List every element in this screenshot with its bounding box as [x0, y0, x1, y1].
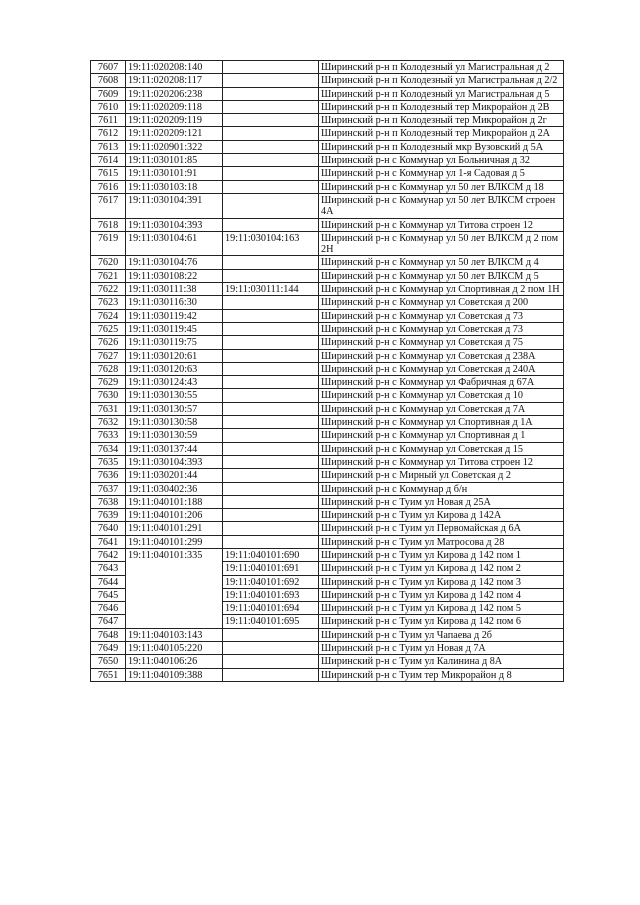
table-row [91, 429, 564, 442]
table-row [91, 615, 564, 628]
address: Ширинский р-н с Коммунар ул 1-я Садовая д 5 [319, 167, 564, 180]
table-row [91, 442, 564, 455]
address: Ширинский р-н с Коммунар ул Спортивная д 1 [319, 429, 564, 442]
row-number: 7644 [91, 575, 126, 588]
row-number: 7641 [91, 535, 126, 548]
table-row [91, 336, 564, 349]
table-row [91, 628, 564, 641]
address: Ширинский р-н с Коммунар д б/н [319, 482, 564, 495]
address: Ширинский р-н п Колодезный ул Магистральная д 2/2 [319, 74, 564, 87]
linked-cadastral-number [223, 535, 319, 548]
table-row [91, 535, 564, 548]
row-number: 7632 [91, 416, 126, 429]
address: Ширинский р-н с Туим ул Кирова д 142 пом 2 [319, 562, 564, 575]
address: Ширинский р-н с Коммунар ул Советская д 73 [319, 309, 564, 322]
linked-cadastral-number [223, 322, 319, 335]
row-number: 7615 [91, 167, 126, 180]
linked-cadastral-number [223, 127, 319, 140]
row-number: 7616 [91, 180, 126, 193]
address: Ширинский р-н с Туим ул Кирова д 142А [319, 509, 564, 522]
address: Ширинский р-н п Колодезный ул Магистральная д 2 [319, 61, 564, 74]
row-number: 7613 [91, 140, 126, 153]
cadastral-number: 19:11:030104:61 [126, 231, 223, 256]
row-number: 7651 [91, 668, 126, 681]
address: Ширинский р-н с Коммунар ул Титова строен 12 [319, 455, 564, 468]
cadastral-number: 19:11:030201:44 [126, 469, 223, 482]
address: Ширинский р-н с Коммунар ул Советская д 240А [319, 362, 564, 375]
address: Ширинский р-н с Коммунар ул Фабричная д 67А [319, 376, 564, 389]
table-row [91, 193, 564, 218]
address: Ширинский р-н п Колодезный тер Микрорайон д 2А [319, 127, 564, 140]
address: Ширинский р-н с Коммунар ул Спортивная д 2 пом 1Н [319, 283, 564, 296]
cadastral-number: 19:11:030108:22 [126, 269, 223, 282]
row-number: 7638 [91, 495, 126, 508]
table-row [91, 114, 564, 127]
table-row [91, 256, 564, 269]
address: Ширинский р-н с Туим ул Новая д 7А [319, 642, 564, 655]
linked-cadastral-number [223, 522, 319, 535]
address: Ширинский р-н с Туим ул Первомайская д 6А [319, 522, 564, 535]
linked-cadastral-number [223, 61, 319, 74]
table-row [91, 362, 564, 375]
cadastral-number: 19:11:030130:55 [126, 389, 223, 402]
cadastral-number: 19:11:030104:76 [126, 256, 223, 269]
row-number: 7636 [91, 469, 126, 482]
row-number: 7627 [91, 349, 126, 362]
linked-cadastral-number [223, 469, 319, 482]
row-number: 7624 [91, 309, 126, 322]
linked-cadastral-number [223, 74, 319, 87]
address: Ширинский р-н с Коммунар ул Советская д 15 [319, 442, 564, 455]
row-number: 7635 [91, 455, 126, 468]
linked-cadastral-number: 19:11:030111:144 [223, 283, 319, 296]
linked-cadastral-number: 19:11:040101:692 [223, 575, 319, 588]
row-number: 7637 [91, 482, 126, 495]
cadastral-number: 19:11:030130:59 [126, 429, 223, 442]
row-number: 7648 [91, 628, 126, 641]
table-row [91, 100, 564, 113]
linked-cadastral-number [223, 218, 319, 231]
cadastral-number: 19:11:030101:91 [126, 167, 223, 180]
row-number: 7623 [91, 296, 126, 309]
linked-cadastral-number: 19:11:040101:693 [223, 588, 319, 601]
address: Ширинский р-н с Коммунар ул 50 лет ВЛКСМ д 5 [319, 269, 564, 282]
linked-cadastral-number [223, 269, 319, 282]
row-number: 7639 [91, 509, 126, 522]
table-row [91, 127, 564, 140]
table-row [91, 668, 564, 681]
linked-cadastral-number: 19:11:030104:163 [223, 231, 319, 256]
row-number: 7608 [91, 74, 126, 87]
cadastral-number: 19:11:030111:38 [126, 283, 223, 296]
linked-cadastral-number [223, 668, 319, 681]
cadastral-number: 19:11:030104:393 [126, 218, 223, 231]
address: Ширинский р-н с Туим ул Кирова д 142 пом 3 [319, 575, 564, 588]
table-row [91, 562, 564, 575]
row-number: 7622 [91, 283, 126, 296]
linked-cadastral-number [223, 180, 319, 193]
table-row [91, 269, 564, 282]
row-number: 7630 [91, 389, 126, 402]
address: Ширинский р-н п Колодезный тер Микрорайон д 2г [319, 114, 564, 127]
address: Ширинский р-н с Туим ул Калинина д 8А [319, 655, 564, 668]
row-number: 7633 [91, 429, 126, 442]
table-row [91, 349, 564, 362]
cadastral-number: 19:11:020208:140 [126, 61, 223, 74]
cadastral-number: 19:11:030104:393 [126, 455, 223, 468]
cadastral-number [126, 615, 223, 628]
row-number: 7612 [91, 127, 126, 140]
linked-cadastral-number: 19:11:040101:694 [223, 602, 319, 615]
cadastral-number: 19:11:030120:61 [126, 349, 223, 362]
cadastral-number: 19:11:040103:143 [126, 628, 223, 641]
cadastral-number: 19:11:030402:36 [126, 482, 223, 495]
cadastral-number: 19:11:030124:43 [126, 376, 223, 389]
table-row [91, 495, 564, 508]
address: Ширинский р-н с Коммунар ул 50 лет ВЛКСМ строен 4А [319, 193, 564, 218]
linked-cadastral-number: 19:11:040101:695 [223, 615, 319, 628]
address: Ширинский р-н с Коммунар ул Титова строен 12 [319, 218, 564, 231]
address: Ширинский р-н с Туим ул Кирова д 142 пом 5 [319, 602, 564, 615]
linked-cadastral-number [223, 389, 319, 402]
linked-cadastral-number: 19:11:040101:691 [223, 562, 319, 575]
address: Ширинский р-н п Колодезный мкр Вузовский д 5А [319, 140, 564, 153]
row-number: 7647 [91, 615, 126, 628]
linked-cadastral-number [223, 100, 319, 113]
cadastral-number: 19:11:040105:220 [126, 642, 223, 655]
linked-cadastral-number [223, 442, 319, 455]
cadastral-number: 19:11:040101:299 [126, 535, 223, 548]
table-row [91, 575, 564, 588]
address: Ширинский р-н с Туим ул Кирова д 142 пом 1 [319, 548, 564, 561]
address: Ширинский р-н с Туим ул Кирова д 142 пом 4 [319, 588, 564, 601]
cadastral-number: 19:11:030119:42 [126, 309, 223, 322]
address: Ширинский р-н п Колодезный тер Микрорайон д 2В [319, 100, 564, 113]
row-number: 7607 [91, 61, 126, 74]
cadastral-number: 19:11:030119:75 [126, 336, 223, 349]
table-row [91, 389, 564, 402]
cadastral-number: 19:11:020209:121 [126, 127, 223, 140]
row-number: 7645 [91, 588, 126, 601]
linked-cadastral-number [223, 154, 319, 167]
linked-cadastral-number [223, 509, 319, 522]
address: Ширинский р-н с Коммунар ул 50 лет ВЛКСМ д 4 [319, 256, 564, 269]
table-row [91, 61, 564, 74]
table-row [91, 482, 564, 495]
row-number: 7609 [91, 87, 126, 100]
linked-cadastral-number [223, 140, 319, 153]
table-row [91, 602, 564, 615]
cadastral-number [126, 562, 223, 575]
table-row [91, 154, 564, 167]
cadastral-number: 19:11:040101:335 [126, 548, 223, 561]
address: Ширинский р-н с Туим ул Матросова д 28 [319, 535, 564, 548]
table-row [91, 509, 564, 522]
cadastral-number: 19:11:030130:58 [126, 416, 223, 429]
row-number: 7621 [91, 269, 126, 282]
table-row [91, 296, 564, 309]
linked-cadastral-number [223, 362, 319, 375]
table-row [91, 376, 564, 389]
linked-cadastral-number [223, 193, 319, 218]
linked-cadastral-number [223, 482, 319, 495]
cadastral-number: 19:11:030130:57 [126, 402, 223, 415]
address: Ширинский р-н с Туим ул Кирова д 142 пом 6 [319, 615, 564, 628]
table-row [91, 180, 564, 193]
address: Ширинский р-н с Коммунар ул Спортивная д 1А [319, 416, 564, 429]
table-row [91, 167, 564, 180]
linked-cadastral-number [223, 642, 319, 655]
cadastral-number [126, 602, 223, 615]
linked-cadastral-number [223, 376, 319, 389]
row-number: 7650 [91, 655, 126, 668]
cadastral-number: 19:11:030104:391 [126, 193, 223, 218]
row-number: 7618 [91, 218, 126, 231]
address: Ширинский р-н с Коммунар ул 50 лет ВЛКСМ д 18 [319, 180, 564, 193]
linked-cadastral-number: 19:11:040101:690 [223, 548, 319, 561]
row-number: 7649 [91, 642, 126, 655]
address: Ширинский р-н с Коммунар ул Больничная д 32 [319, 154, 564, 167]
row-number: 7642 [91, 548, 126, 561]
cadastral-number: 19:11:030116:30 [126, 296, 223, 309]
cadastral-number: 19:11:030103:18 [126, 180, 223, 193]
table-row [91, 218, 564, 231]
linked-cadastral-number [223, 309, 319, 322]
address: Ширинский р-н с Коммунар ул Советская д 200 [319, 296, 564, 309]
table-row [91, 74, 564, 87]
address: Ширинский р-н с Коммунар ул 50 лет ВЛКСМ д 2 пом 2Н [319, 231, 564, 256]
address: Ширинский р-н с Мирный ул Советская д 2 [319, 469, 564, 482]
address: Ширинский р-н с Коммунар ул Советская д 238А [319, 349, 564, 362]
address: Ширинский р-н с Туим ул Новая д 25А [319, 495, 564, 508]
row-number: 7617 [91, 193, 126, 218]
table-row [91, 588, 564, 601]
cadastral-number [126, 575, 223, 588]
row-number: 7631 [91, 402, 126, 415]
cadastral-number: 19:11:030119:45 [126, 322, 223, 335]
table-body [91, 61, 564, 682]
cadastral-number: 19:11:020209:119 [126, 114, 223, 127]
table-row [91, 469, 564, 482]
table-row [91, 87, 564, 100]
cadastral-number: 19:11:040109:388 [126, 668, 223, 681]
linked-cadastral-number [223, 167, 319, 180]
address: Ширинский р-н с Туим ул Чапаева д 2б [319, 628, 564, 641]
table-row [91, 522, 564, 535]
linked-cadastral-number [223, 87, 319, 100]
cadastral-number: 19:11:020209:118 [126, 100, 223, 113]
row-number: 7614 [91, 154, 126, 167]
cadastral-table [90, 60, 564, 682]
linked-cadastral-number [223, 655, 319, 668]
row-number: 7611 [91, 114, 126, 127]
table-row [91, 231, 564, 256]
table-row [91, 140, 564, 153]
row-number: 7620 [91, 256, 126, 269]
row-number: 7646 [91, 602, 126, 615]
address: Ширинский р-н с Туим тер Микрорайон д 8 [319, 668, 564, 681]
address: Ширинский р-н п Колодезный ул Магистральная д 5 [319, 87, 564, 100]
linked-cadastral-number [223, 349, 319, 362]
address: Ширинский р-н с Коммунар ул Советская д 10 [319, 389, 564, 402]
cadastral-number: 19:11:030101:85 [126, 154, 223, 167]
linked-cadastral-number [223, 336, 319, 349]
table-row [91, 416, 564, 429]
row-number: 7643 [91, 562, 126, 575]
cadastral-number: 19:11:040106:26 [126, 655, 223, 668]
cadastral-number: 19:11:040101:291 [126, 522, 223, 535]
table-row [91, 283, 564, 296]
row-number: 7610 [91, 100, 126, 113]
cadastral-number: 19:11:040101:188 [126, 495, 223, 508]
table-row [91, 655, 564, 668]
cadastral-number [126, 588, 223, 601]
linked-cadastral-number [223, 256, 319, 269]
row-number: 7634 [91, 442, 126, 455]
cadastral-number: 19:11:020208:117 [126, 74, 223, 87]
table-row [91, 322, 564, 335]
cadastral-number: 19:11:020901:322 [126, 140, 223, 153]
linked-cadastral-number [223, 495, 319, 508]
linked-cadastral-number [223, 114, 319, 127]
cadastral-number: 19:11:030137:44 [126, 442, 223, 455]
cadastral-number: 19:11:040101:206 [126, 509, 223, 522]
linked-cadastral-number [223, 402, 319, 415]
row-number: 7628 [91, 362, 126, 375]
table-row [91, 402, 564, 415]
linked-cadastral-number [223, 429, 319, 442]
linked-cadastral-number [223, 628, 319, 641]
table-row [91, 642, 564, 655]
row-number: 7619 [91, 231, 126, 256]
address: Ширинский р-н с Коммунар ул Советская д 75 [319, 336, 564, 349]
table-row [91, 455, 564, 468]
row-number: 7640 [91, 522, 126, 535]
linked-cadastral-number [223, 416, 319, 429]
cadastral-number: 19:11:020206:238 [126, 87, 223, 100]
table-row [91, 548, 564, 561]
cadastral-number: 19:11:030120:63 [126, 362, 223, 375]
table-row [91, 309, 564, 322]
linked-cadastral-number [223, 455, 319, 468]
row-number: 7625 [91, 322, 126, 335]
linked-cadastral-number [223, 296, 319, 309]
address: Ширинский р-н с Коммунар ул Советская д 73 [319, 322, 564, 335]
row-number: 7629 [91, 376, 126, 389]
row-number: 7626 [91, 336, 126, 349]
address: Ширинский р-н с Коммунар ул Советская д 7А [319, 402, 564, 415]
